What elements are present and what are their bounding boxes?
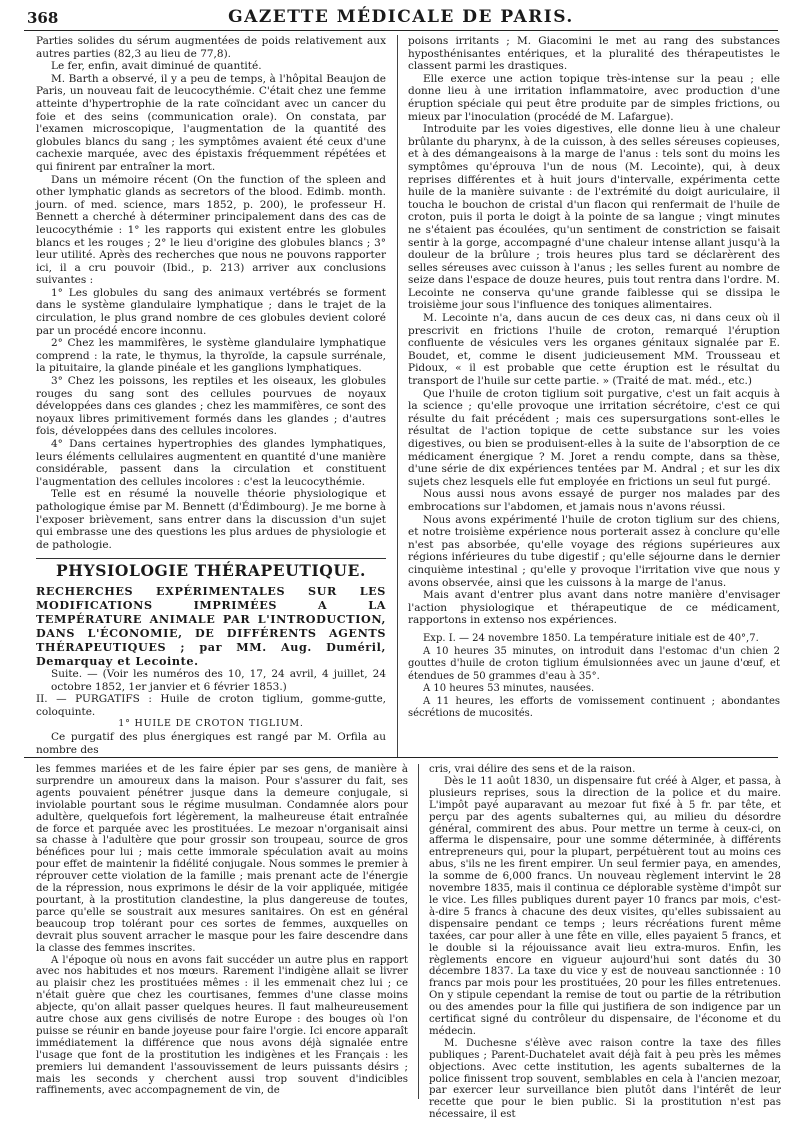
continuation-note: Suite. — (Voir les numéros des 10, 17, 24 avril, 4 juillet, 24 octobre 1852, 1er janvier et 6 février 1853.) — [51, 667, 386, 693]
journal-title: GAZETTE MÉDICALE DE PARIS. — [228, 7, 574, 27]
page-number: 368 — [27, 9, 59, 27]
column-divider — [418, 764, 419, 1099]
page-header — [24, 0, 778, 31]
paragraph: Parties solides du sérum augmentées de poids relativement aux autres parties (82,3 au lieu de 77,8). — [36, 35, 386, 60]
paragraph: cris, vrai délire des sens et de la raison. — [429, 764, 636, 775]
paragraph: 4° Dans certaines hypertrophies des glandes lymphatiques, leurs éléments cellulaires augmentent en quantité d'une manière considérable, passent dans la circulation et constituent l'augmentation des cellules incolores : c'est la leucocythémie. — [36, 438, 386, 488]
paragraph: Que l'huile de croton tiglium soit purgative, c'est un fait acquis à la science ; qu'elle provoque une irritation sécrétoire, c'est ce qui résulte du fait précédent ; mais ces supersurgations sont-elles le résultat de l'action topique de cette substance sur les voies digestives, ou bien se produisent-elles à la suite de l'absorption de ce médicament énergique ? M. Joret a rendu compte, dans sa thèse, d'une série de dix expériences tentées par M. Andral ; et sur les dix sujets chez lesquels elle fut employée en frictions un seul fut purgé. — [408, 387, 780, 488]
column-divider — [397, 35, 398, 757]
horizontal-rule — [24, 757, 778, 758]
paragraph: 1° Les globules du sang des animaux vertébrés se forment dans le système glandulaire lymphatique ; dans le trajet de la circulation, le plus grand nombre de ces globules devient coloré par un procédé encore inconnu. — [36, 286, 386, 337]
section-rule — [36, 558, 386, 559]
experiment-line: Exp. I. — 24 novembre 1850. La température initiale est de 40°,7. — [423, 632, 759, 644]
upper-right-column — [408, 35, 780, 757]
subheading: 1° HUILE DE CROTON TIGLIUM. — [118, 718, 304, 730]
experiment-line: A 11 heures, les efforts de vomissement continuent ; abondantes sécrétions de mucosités. — [408, 695, 780, 720]
paragraph: Le fer, enfin, avait diminué de quantité. — [51, 60, 262, 73]
experiment-line: A 10 heures 53 minutes, nausées. — [423, 683, 595, 695]
paragraph: 3° Chez les poissons, les reptiles et les oiseaux, les globules rouges du sang sont des cellules pourvues de noyaux développées dans ces glandes ; chez les mammifères, ce sont des noyaux libres primitivement formés dans les glandes ; d'autres fois, développées dans des cellules incolores. — [36, 375, 386, 438]
part-title: II. — PURGATIFS : Huile de croton tiglium, gomme-gutte, coloquinte. — [36, 693, 386, 718]
paragraph: Mais avant d'entrer plus avant dans notre manière d'envisager l'action physiologique et thérapeutique de ce médicament, rapportons in extenso nos expériences. — [408, 589, 780, 627]
paragraph: Telle est en résumé la nouvelle théorie physiologique et pathologique émise par M. Bennett (d'Édimbourg). Je me borne à l'exposer brièvement, sans entrer dans la discussion d'un sujet qui embrasse une des questions les plus ardues de physiologie et de pathologie. — [36, 488, 386, 551]
paragraph: Nous avons expérimenté l'huile de croton tiglium sur des chiens, et notre troisième expérience nous porterait assez à conclure qu'elle n'est pas absorbée, qu'elle voyage des régions supérieures aux régions inférieures du tube digestif ; qu'elle séjourne dans le dernier cinquième intestinal ; qu'elle y provoque l'irritation vive que nous y avons observée, ainsi que les cuissons à la marge de l'anus. — [408, 513, 780, 589]
paragraph: A l'époque où nous en avons fait succéder un autre plus en rapport avec nos habitudes et nos mœurs. Rarement l'indigène allait se livrer au plaisir chez les prostituées mêmes : il les emmenait chez lui ; ce n'était guère que chez les courtisanes, femmes d'une classe moins abjecte, qu'on allait passer quelques heures. Il faut malheureusement autre chose aux gens civilisés de notre Europe : des bouges où l'on puisse se réunir en bande joyeuse pour faire l'orgie. Ici encore apparaît immédiatement la différence que nous avons déjà signalée entre l'usage que font de la prostitution les indigènes et les Français : les premiers lui demandent l'assouvissement de leurs puissants désirs ; mais les seconds y cherchent aussi trop souvent d'indicibles raffinements, avec accompagnement de vin, de — [36, 954, 408, 1097]
section-title: PHYSIOLOGIE THÉRAPEUTIQUE. — [56, 561, 366, 581]
paragraph: M. Duchesne s'élève avec raison contre la taxe des filles publiques ; Parent-Duchatelet avait déjà fait à peu près les mêmes objections. Avec cette institution, les agents subalternes de la police finissent trop souvent, semblables en cela à l'ancien mezoar, par exercer leur surveillance bien plutôt dans l'intérêt de leur recette que pour le bien public. Si la prostitution n'est pas nécessaire, il est — [429, 1037, 781, 1121]
paragraph: M. Lecointe n'a, dans aucun de ces deux cas, ni dans ceux où il prescrivit en frictions l'huile de croton, remarqué l'éruption confluente de vésicules vers les organes génitaux signalée par E. Boudet, et, comme le disent judicieusement MM. Trousseau et Pidoux, « il est probable que cette éruption est le résultat du transport de l'huile sur cette partie. » (Traité de mat. méd., etc.) — [408, 312, 780, 388]
article-heading: RECHERCHES EXPÉRIMENTALES SUR LES MODIFICATIONS IMPRIMÉES A LA TEMPÉRATURE ANIMALE PAR L'INTRODUCTION, DANS L'ÉCONOMIE, DE DIFFÉRENTS AGENTS THÉRAPEUTIQUES ; par MM. Aug. Duméril, Demarquay et Lecointe. — [36, 583, 386, 668]
lower-right-column — [429, 764, 781, 1121]
paragraph: Dès le 11 août 1830, un dispensaire fut créé à Alger, et passa, à plusieurs reprises, sous la direction de la police et du maire. L'impôt payé auparavant au mezoar fut fixé à 5 fr. par tête, et perçu par des agents subalternes qui, au milieu du désordre général, commirent des abus. Pour mettre un terme à ceux-ci, on afferma le dispensaire, pour une somme déterminée, à différents entrepreneurs qui, pour la plupart, perpétuèrent tout au moins ces abus, s'ils ne les firent empirer. Un seul fermier paya, en amendes, la somme de 6,000 francs. Un nouveau règlement intervint le 28 novembre 1835, mais il continua ce déplorable système d'impôt sur le vice. Les filles publiques durent payer 10 francs par mois, c'est-à-dire 5 francs à chacune des deux visites, qu'elles subissaient au dispensaire pendant ce temps ; leurs récréations furent même taxées, car pour aller à une fête en ville, elles payaient 5 francs, et le double si la réjouissance avait lieu extra-muros. Enfin, les règlements encore en vigueur aujourd'hui sont datés du 30 décembre 1837. La taxe du vice y est de nouveau sanctionnée : 10 francs par mois pour les prostituées, 20 pour les filles entretenues. On y stipule cependant la remise de tout ou partie de la rétribution ou des amendes pour la fille qui justifiera de son indigence par un certificat signé du contrôleur du dispensaire, de l'économe et du médecin. — [429, 775, 781, 1037]
paragraph: poisons irritants ; M. Giacomini le met au rang des substances hyposthénisantes entériques, et la pluralité des thérapeutistes le classent parmi les drastiques. — [408, 35, 780, 73]
paragraph: Introduite par les voies digestives, elle donne lieu à une chaleur brûlante du pharynx, à de la cuisson, à des selles séreuses copieuses, et à des démangeaisons à la marge de l'anus : tels sont du moins les symptômes qu'éprouva l'un de nous (M. Lecointe), qui, à deux reprises différentes et à huit jours d'intervalle, expérimenta cette huile de la manière suivante : de l'extrémité du doigt auriculaire, il toucha le bouchon de cristal d'un flacon qui renfermait de l'huile de croton, puis il porta le doigt à la pointe de sa langue ; vingt minutes ne s'étaient pas écoulées, qu'un sentiment de constriction se faisait sentir à la gorge, accompagné d'une chaleur intense allant jusqu'à la douleur de la brûlure ; trois heures plus tard se déclarèrent des selles séreuses avec cuisson à l'anus ; les selles furent au nombre de seize dans l'espace de douze heures, puis tout rentra dans l'ordre. M. Lecointe ne conserva qu'une grande faiblesse qui se dissipa le troisième jour sous l'influence des toniques alimentaires. — [408, 123, 780, 312]
upper-left-column — [36, 35, 386, 757]
paragraph: Elle exerce une action topique très-intense sur la peau ; elle donne lieu à une irritation inflammatoire, avec production d'une éruption spéciale qui peut être produite par de simples frictions, ou mieux par l'inoculation (procédé de M. Lafargue). — [408, 72, 780, 123]
paragraph: M. Barth a observé, il y a peu de temps, à l'hôpital Beaujon de Paris, un nouveau fait de leucocythémie. C'était chez une femme atteinte d'hypertrophie de la rate coïncidant avec un cancer du foie et des seins (communication orale). On constata, par l'examen microscopique, l'augmentation de la quantité des globules blancs du sang ; les symptômes avaient été ceux d'une cachexie marquée, avec des épistaxis fréquemment répétées et qui finirent par entraîner la mort. — [36, 72, 386, 173]
paragraph: Ce purgatif des plus énergiques est rangé par M. Orfila au nombre des — [36, 730, 386, 756]
paragraph: 2° Chez les mammifères, le système glandulaire lymphatique comprend : la rate, le thymus, la thyroïde, la capsule surrénale, la pituitaire, la glande pinéale et les ganglions lymphatiques. — [36, 337, 386, 375]
upper-section — [24, 35, 778, 757]
paragraph: Nous aussi nous avons essayé de purger nos malades par des embrocations sur l'abdomen, et jamais nous n'avons réussi. — [408, 488, 780, 513]
lower-left-column — [36, 764, 408, 1099]
paragraph: Dans un mémoire récent (On the function of the spleen and other lymphatic glands as secretors of the blood. Edimb. month. journ. of med. science, mars 1852, p. 200), le professeur H. Bennett a cherché à déterminer principalement dans des cas de leucocythémie : 1° les rapports qui existent entre les globules blancs et les rouges ; 2° le lieu d'origine des globules blancs ; 3° leur utilité. Après des recherches que nous ne pouvons rapporter ici, il a cru pouvoir (Ibid., p. 213) arriver aux conclusions suivantes : — [36, 173, 386, 287]
paragraph: les femmes mariées et de les faire épier par ses gens, de manière à surprendre un amoureux dans la maison. Pour s'assurer du fait, ses agents pouvaient pénétrer jusque dans la demeure conjugale, si inviolable pourtant sous le régime musulman. Condamnée alors pour adultère, quelquefois fort légèrement, la malheureuse était entraînée de force et parquée avec les prostituées. Le mezoar n'organisait ainsi sa chasse à l'adultère que pour grossir son troupeau, source de gros bénéfices pour lui ; mais cette immorale spéculation avait au moins pour effet de maintenir la fidélité conjugale. Nous sommes le premier à réprouver cette violation de la famille ; mais prenant acte de l'énergie de la répression, nous exprimons le désir de la voir appliquée, mitigée pourtant, à la prostitution clandestine, la plus dangereuse de toutes, parce qu'elle se soustrait aux mesures sanitaires. On est en général beaucoup trop tolérant pour ces sortes de femmes, auxquelles on devrait plus souvent arracher le masque pour les faire descendre dans la classe des femmes inscrites. — [36, 764, 408, 954]
experiment-line: A 10 heures 35 minutes, on introduit dans l'estomac d'un chien 2 gouttes d'huile de croton tiglium émulsionnées avec un jaune d'œuf, et étendues de 50 grammes d'eau à 35°. — [408, 645, 780, 682]
lower-section — [24, 764, 781, 1121]
